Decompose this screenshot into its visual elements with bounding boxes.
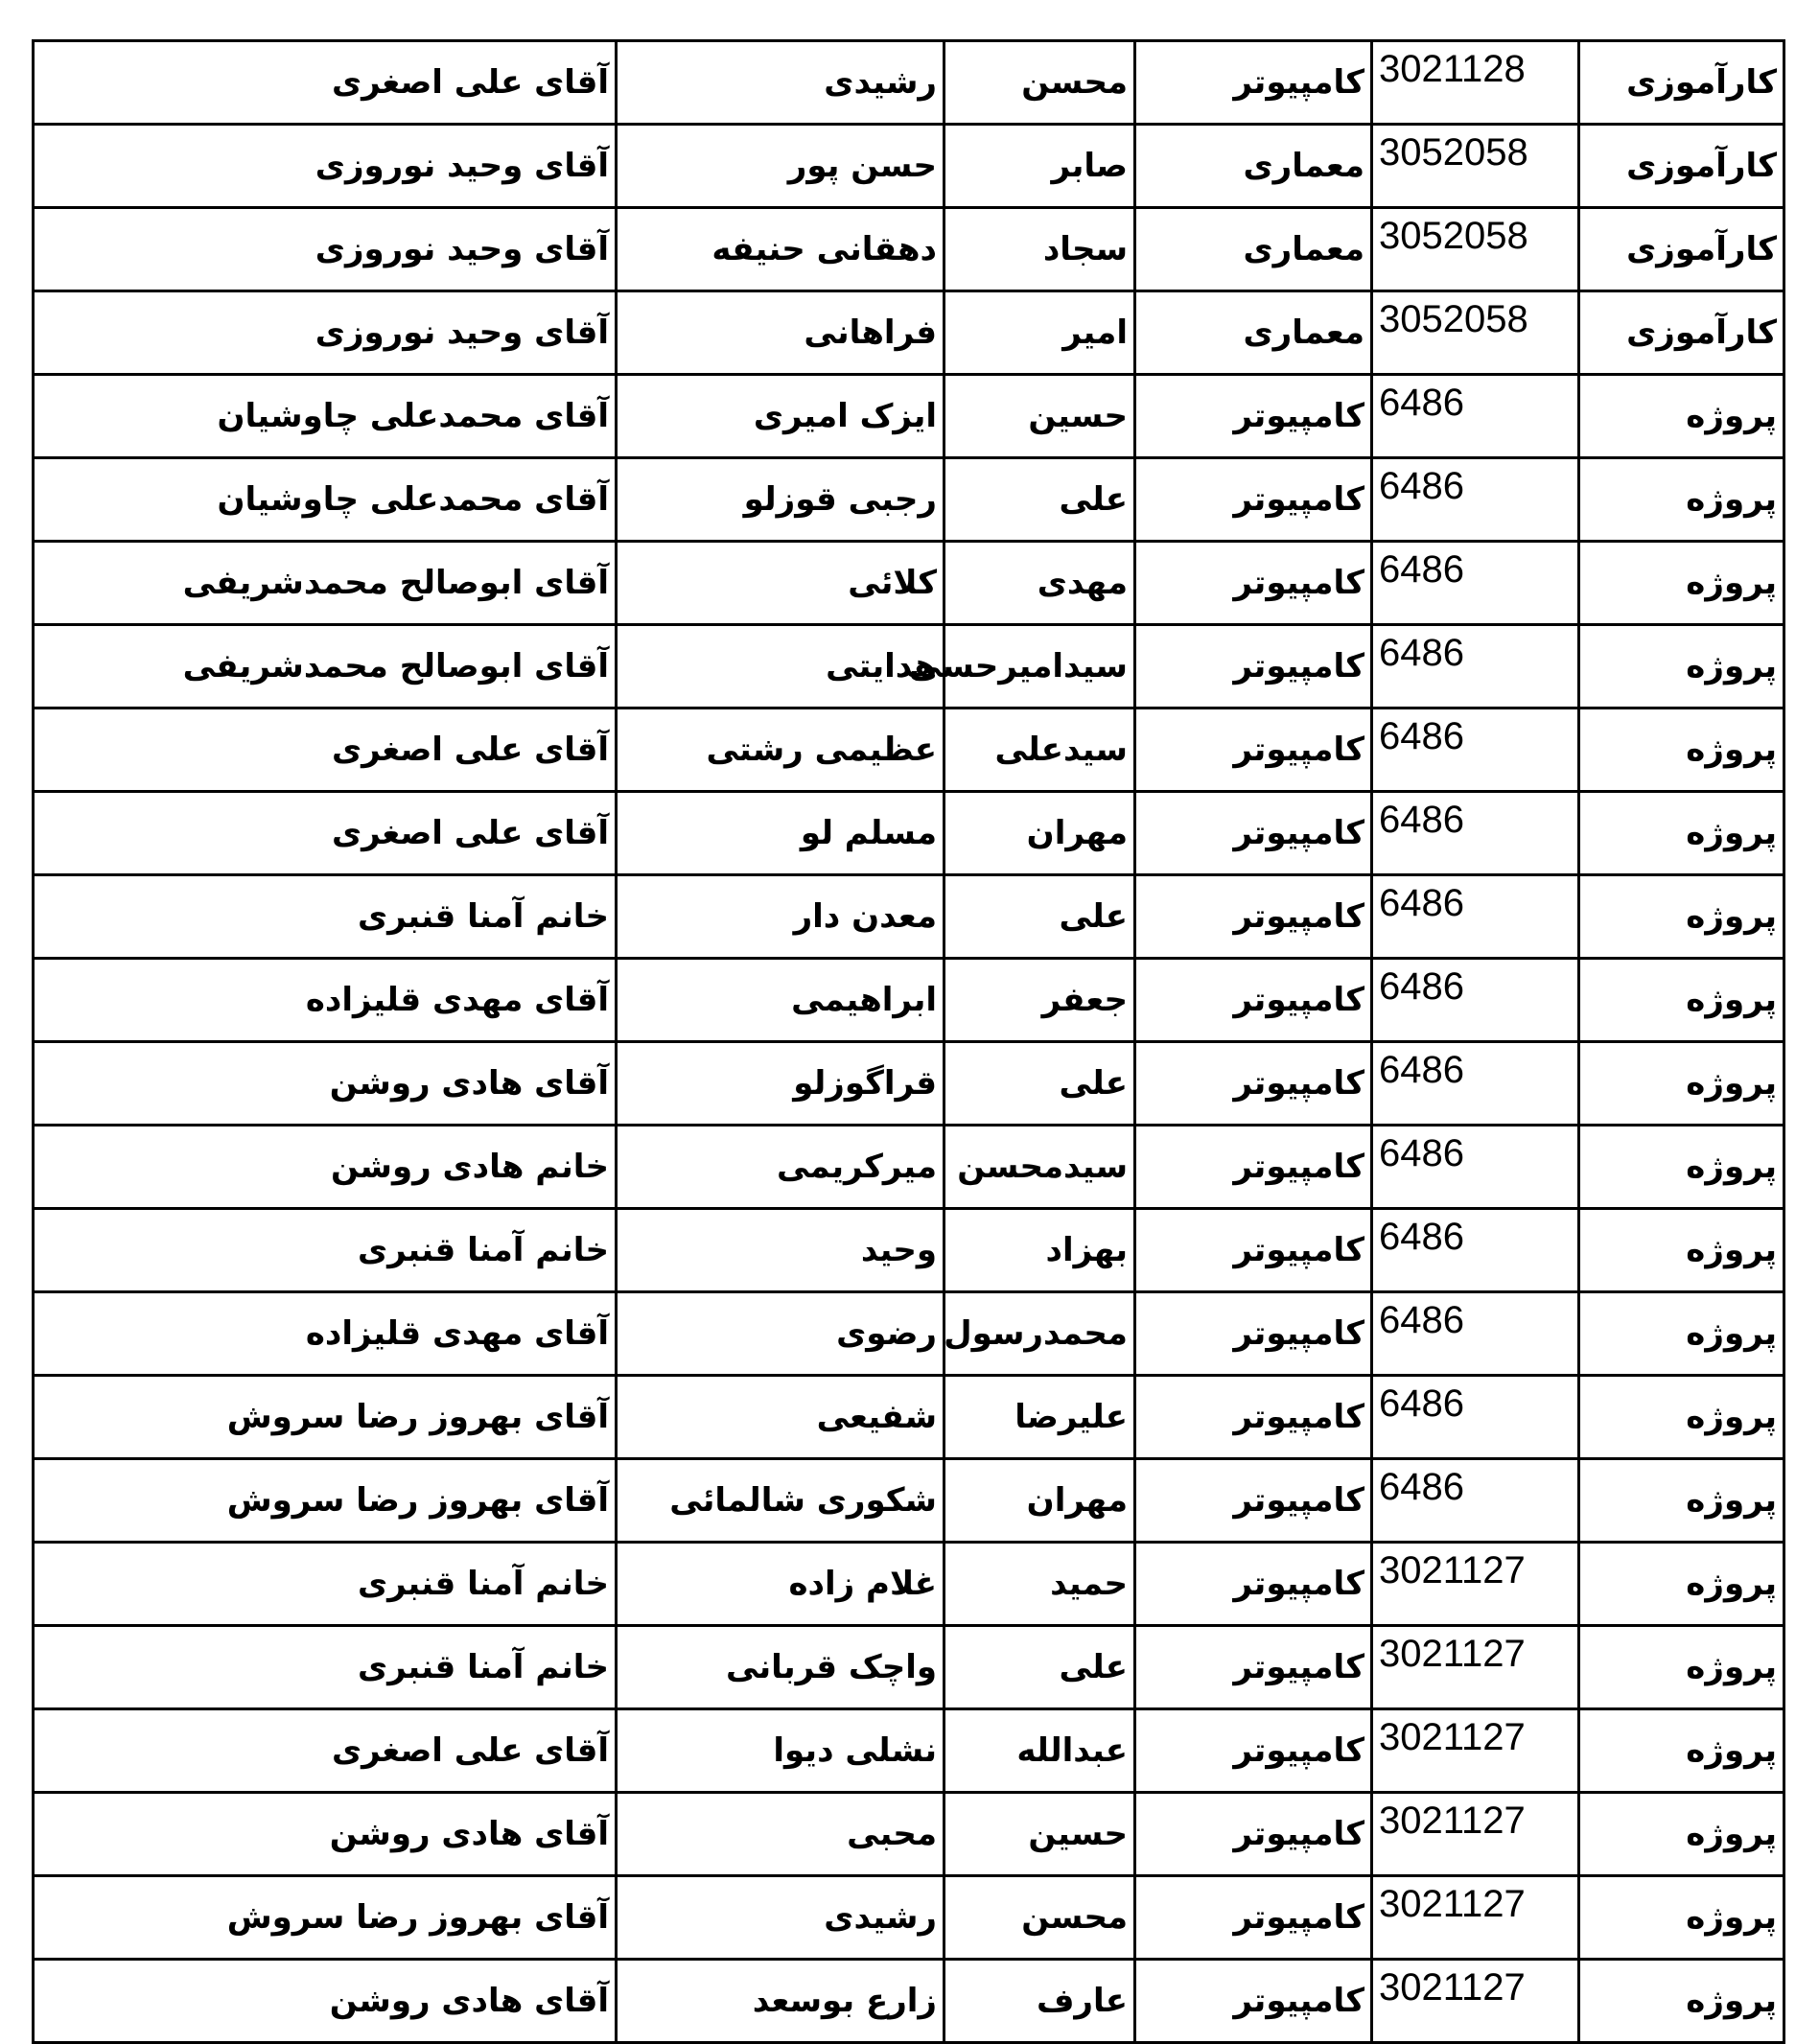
cell-type: کارآموزی	[1579, 208, 1784, 291]
cell-type: پروژه	[1579, 625, 1784, 708]
cell-code: 6486	[1372, 625, 1579, 708]
cell-supervisor: آقای وحید نوروزی	[34, 208, 617, 291]
table-row	[34, 125, 1784, 208]
cell-supervisor: آقای بهروز رضا سروش	[34, 1376, 617, 1459]
cell-field: کامپیوتر	[1135, 1709, 1372, 1793]
cell-first-name: حسین	[944, 375, 1135, 458]
table-row	[34, 625, 1784, 708]
cell-supervisor: آقای هادی روشن	[34, 1793, 617, 1876]
cell-type: پروژه	[1579, 1126, 1784, 1209]
cell-field: کامپیوتر	[1135, 1292, 1372, 1376]
cell-field: کامپیوتر	[1135, 625, 1372, 708]
table-row	[34, 458, 1784, 542]
cell-field: کامپیوتر	[1135, 1626, 1372, 1709]
cell-type: پروژه	[1579, 1376, 1784, 1459]
cell-first-name: مهدی	[944, 542, 1135, 625]
cell-type: پروژه	[1579, 1793, 1784, 1876]
cell-field: کامپیوتر	[1135, 1459, 1372, 1543]
cell-first-name: سیدامیرحسی	[944, 625, 1135, 708]
cell-last-name: شفیعی	[617, 1376, 944, 1459]
cell-first-name: حمید	[944, 1543, 1135, 1626]
cell-field: معماری	[1135, 208, 1372, 291]
cell-type: پروژه	[1579, 1709, 1784, 1793]
table-row	[34, 959, 1784, 1042]
cell-type: پروژه	[1579, 1626, 1784, 1709]
cell-last-name: واچک قربانی	[617, 1626, 944, 1709]
cell-first-name: جعفر	[944, 959, 1135, 1042]
cell-last-name: رشیدی	[617, 1876, 944, 1960]
cell-supervisor: آقای علی اصغری	[34, 708, 617, 792]
table-row	[34, 1876, 1784, 1960]
cell-supervisor: آقای بهروز رضا سروش	[34, 1459, 617, 1543]
cell-type: پروژه	[1579, 708, 1784, 792]
cell-first-name: علی	[944, 1626, 1135, 1709]
cell-code: 3021127	[1372, 1793, 1579, 1876]
cell-code: 3021127	[1372, 1543, 1579, 1626]
table-row	[34, 542, 1784, 625]
cell-code: 6486	[1372, 708, 1579, 792]
cell-first-name: علی	[944, 875, 1135, 959]
table-row	[34, 1960, 1784, 2043]
cell-supervisor: خانم آمنا قنبری	[34, 1543, 617, 1626]
cell-supervisor: آقای مهدی قلیزاده	[34, 1292, 617, 1376]
cell-code: 6486	[1372, 1126, 1579, 1209]
cell-field: معماری	[1135, 291, 1372, 375]
cell-field: کامپیوتر	[1135, 708, 1372, 792]
cell-code: 3052058	[1372, 125, 1579, 208]
table-row	[34, 708, 1784, 792]
cell-code: 6486	[1372, 875, 1579, 959]
cell-type: پروژه	[1579, 375, 1784, 458]
cell-last-name: فراهانی	[617, 291, 944, 375]
cell-first-name: حسین	[944, 1793, 1135, 1876]
cell-supervisor: آقای محمدعلی چاوشیان	[34, 458, 617, 542]
cell-last-name: غلام زاده	[617, 1543, 944, 1626]
cell-field: کامپیوتر	[1135, 542, 1372, 625]
cell-type: پروژه	[1579, 1459, 1784, 1543]
cell-supervisor: آقای هادی روشن	[34, 1960, 617, 2043]
cell-first-name: مهران	[944, 792, 1135, 875]
cell-first-name: علی	[944, 458, 1135, 542]
table-row	[34, 1126, 1784, 1209]
cell-field: کامپیوتر	[1135, 1543, 1372, 1626]
cell-code: 6486	[1372, 1209, 1579, 1292]
cell-code: 6486	[1372, 1376, 1579, 1459]
cell-code: 3021127	[1372, 1709, 1579, 1793]
cell-last-name: ابراهیمی	[617, 959, 944, 1042]
cell-first-name: عارف	[944, 1960, 1135, 2043]
cell-last-name: زارع بوسعد	[617, 1960, 944, 2043]
cell-field: کامپیوتر	[1135, 458, 1372, 542]
cell-last-name: معدن دار	[617, 875, 944, 959]
table-row	[34, 375, 1784, 458]
cell-code: 6486	[1372, 1459, 1579, 1543]
cell-last-name: رشیدی	[617, 41, 944, 125]
cell-field: کامپیوتر	[1135, 1793, 1372, 1876]
table-row	[34, 291, 1784, 375]
table-row	[34, 1709, 1784, 1793]
cell-last-name: ایزک امیری	[617, 375, 944, 458]
cell-first-name: سیدعلی	[944, 708, 1135, 792]
cell-code: 3021127	[1372, 1876, 1579, 1960]
cell-last-name: رجبی قوزلو	[617, 458, 944, 542]
cell-field: کامپیوتر	[1135, 792, 1372, 875]
cell-code: 6486	[1372, 959, 1579, 1042]
cell-first-name: محسن	[944, 1876, 1135, 1960]
cell-type: پروژه	[1579, 458, 1784, 542]
cell-type: پروژه	[1579, 542, 1784, 625]
cell-field: کامپیوتر	[1135, 1960, 1372, 2043]
cell-code: 3021127	[1372, 1960, 1579, 2043]
cell-first-name: محمدرسول	[944, 1292, 1135, 1376]
cell-first-name: سیدمحسن	[944, 1126, 1135, 1209]
cell-code: 6486	[1372, 375, 1579, 458]
cell-code: 3021128	[1372, 41, 1579, 125]
cell-field: کامپیوتر	[1135, 1126, 1372, 1209]
table-body	[34, 41, 1784, 2043]
cell-supervisor: خانم آمنا قنبری	[34, 1626, 617, 1709]
table-row	[34, 1376, 1784, 1459]
cell-supervisor: آقای علی اصغری	[34, 41, 617, 125]
cell-last-name: قراگوزلو	[617, 1042, 944, 1126]
cell-supervisor: آقای علی اصغری	[34, 1709, 617, 1793]
cell-type: پروژه	[1579, 1209, 1784, 1292]
cell-type: پروژه	[1579, 1960, 1784, 2043]
cell-first-name: امیر	[944, 291, 1135, 375]
cell-last-name: حسن پور	[617, 125, 944, 208]
table-row	[34, 1543, 1784, 1626]
cell-first-name: بهزاد	[944, 1209, 1135, 1292]
cell-type: پروژه	[1579, 875, 1784, 959]
cell-code: 6486	[1372, 792, 1579, 875]
cell-first-name: مهران	[944, 1459, 1135, 1543]
cell-last-name: نشلی دیوا	[617, 1709, 944, 1793]
table-row	[34, 1042, 1784, 1126]
cell-code: 3021127	[1372, 1626, 1579, 1709]
cell-first-name: علی	[944, 1042, 1135, 1126]
cell-last-name: شکوری شالمائی	[617, 1459, 944, 1543]
cell-first-name: عبدالله	[944, 1709, 1135, 1793]
cell-field: کامپیوتر	[1135, 1209, 1372, 1292]
cell-last-name: محبی	[617, 1793, 944, 1876]
cell-last-name: میرکریمی	[617, 1126, 944, 1209]
table-row	[34, 1292, 1784, 1376]
cell-type: پروژه	[1579, 1292, 1784, 1376]
cell-supervisor: آقای وحید نوروزی	[34, 125, 617, 208]
cell-type: پروژه	[1579, 959, 1784, 1042]
table-row	[34, 208, 1784, 291]
cell-first-name: صابر	[944, 125, 1135, 208]
cell-supervisor: آقای محمدعلی چاوشیان	[34, 375, 617, 458]
cell-code: 3052058	[1372, 291, 1579, 375]
cell-type: پروژه	[1579, 792, 1784, 875]
table-row	[34, 875, 1784, 959]
document-sheet	[32, 39, 1783, 2044]
cell-supervisor: آقای علی اصغری	[34, 792, 617, 875]
cell-supervisor: آقای هادی روشن	[34, 1042, 617, 1126]
cell-type: پروژه	[1579, 1876, 1784, 1960]
cell-supervisor: خانم آمنا قنبری	[34, 1209, 617, 1292]
cell-code: 6486	[1372, 1042, 1579, 1126]
cell-field: کامپیوتر	[1135, 375, 1372, 458]
cell-last-name: هدایتی	[617, 625, 944, 708]
cell-field: کامپیوتر	[1135, 41, 1372, 125]
cell-supervisor: خانم آمنا قنبری	[34, 875, 617, 959]
cell-last-name: مسلم لو	[617, 792, 944, 875]
table-row	[34, 1209, 1784, 1292]
table-row	[34, 1459, 1784, 1543]
cell-last-name: عظیمی رشتی	[617, 708, 944, 792]
cell-type: کارآموزی	[1579, 291, 1784, 375]
cell-code: 6486	[1372, 458, 1579, 542]
cell-type: کارآموزی	[1579, 41, 1784, 125]
table-row	[34, 792, 1784, 875]
table-row	[34, 41, 1784, 125]
cell-supervisor: آقای وحید نوروزی	[34, 291, 617, 375]
table-row	[34, 1793, 1784, 1876]
cell-supervisor: آقای مهدی قلیزاده	[34, 959, 617, 1042]
cell-code: 6486	[1372, 542, 1579, 625]
cell-type: پروژه	[1579, 1042, 1784, 1126]
student-assignment-table	[32, 39, 1785, 2044]
cell-type: پروژه	[1579, 1543, 1784, 1626]
cell-field: کامپیوتر	[1135, 1042, 1372, 1126]
cell-last-name: کلائی	[617, 542, 944, 625]
cell-field: معماری	[1135, 125, 1372, 208]
cell-field: کامپیوتر	[1135, 1376, 1372, 1459]
cell-first-name: علیرضا	[944, 1376, 1135, 1459]
cell-last-name: وحید	[617, 1209, 944, 1292]
table-row	[34, 1626, 1784, 1709]
cell-code: 6486	[1372, 1292, 1579, 1376]
cell-supervisor: آقای ابوصالح محمدشریفی	[34, 542, 617, 625]
cell-supervisor: آقای بهروز رضا سروش	[34, 1876, 617, 1960]
cell-field: کامپیوتر	[1135, 1876, 1372, 1960]
cell-field: کامپیوتر	[1135, 875, 1372, 959]
cell-last-name: رضوی	[617, 1292, 944, 1376]
cell-last-name: دهقانی حنیفه	[617, 208, 944, 291]
cell-type: کارآموزی	[1579, 125, 1784, 208]
cell-field: کامپیوتر	[1135, 959, 1372, 1042]
cell-supervisor: خانم هادی روشن	[34, 1126, 617, 1209]
cell-code: 3052058	[1372, 208, 1579, 291]
cell-first-name: محسن	[944, 41, 1135, 125]
cell-first-name: سجاد	[944, 208, 1135, 291]
cell-supervisor: آقای ابوصالح محمدشریفی	[34, 625, 617, 708]
